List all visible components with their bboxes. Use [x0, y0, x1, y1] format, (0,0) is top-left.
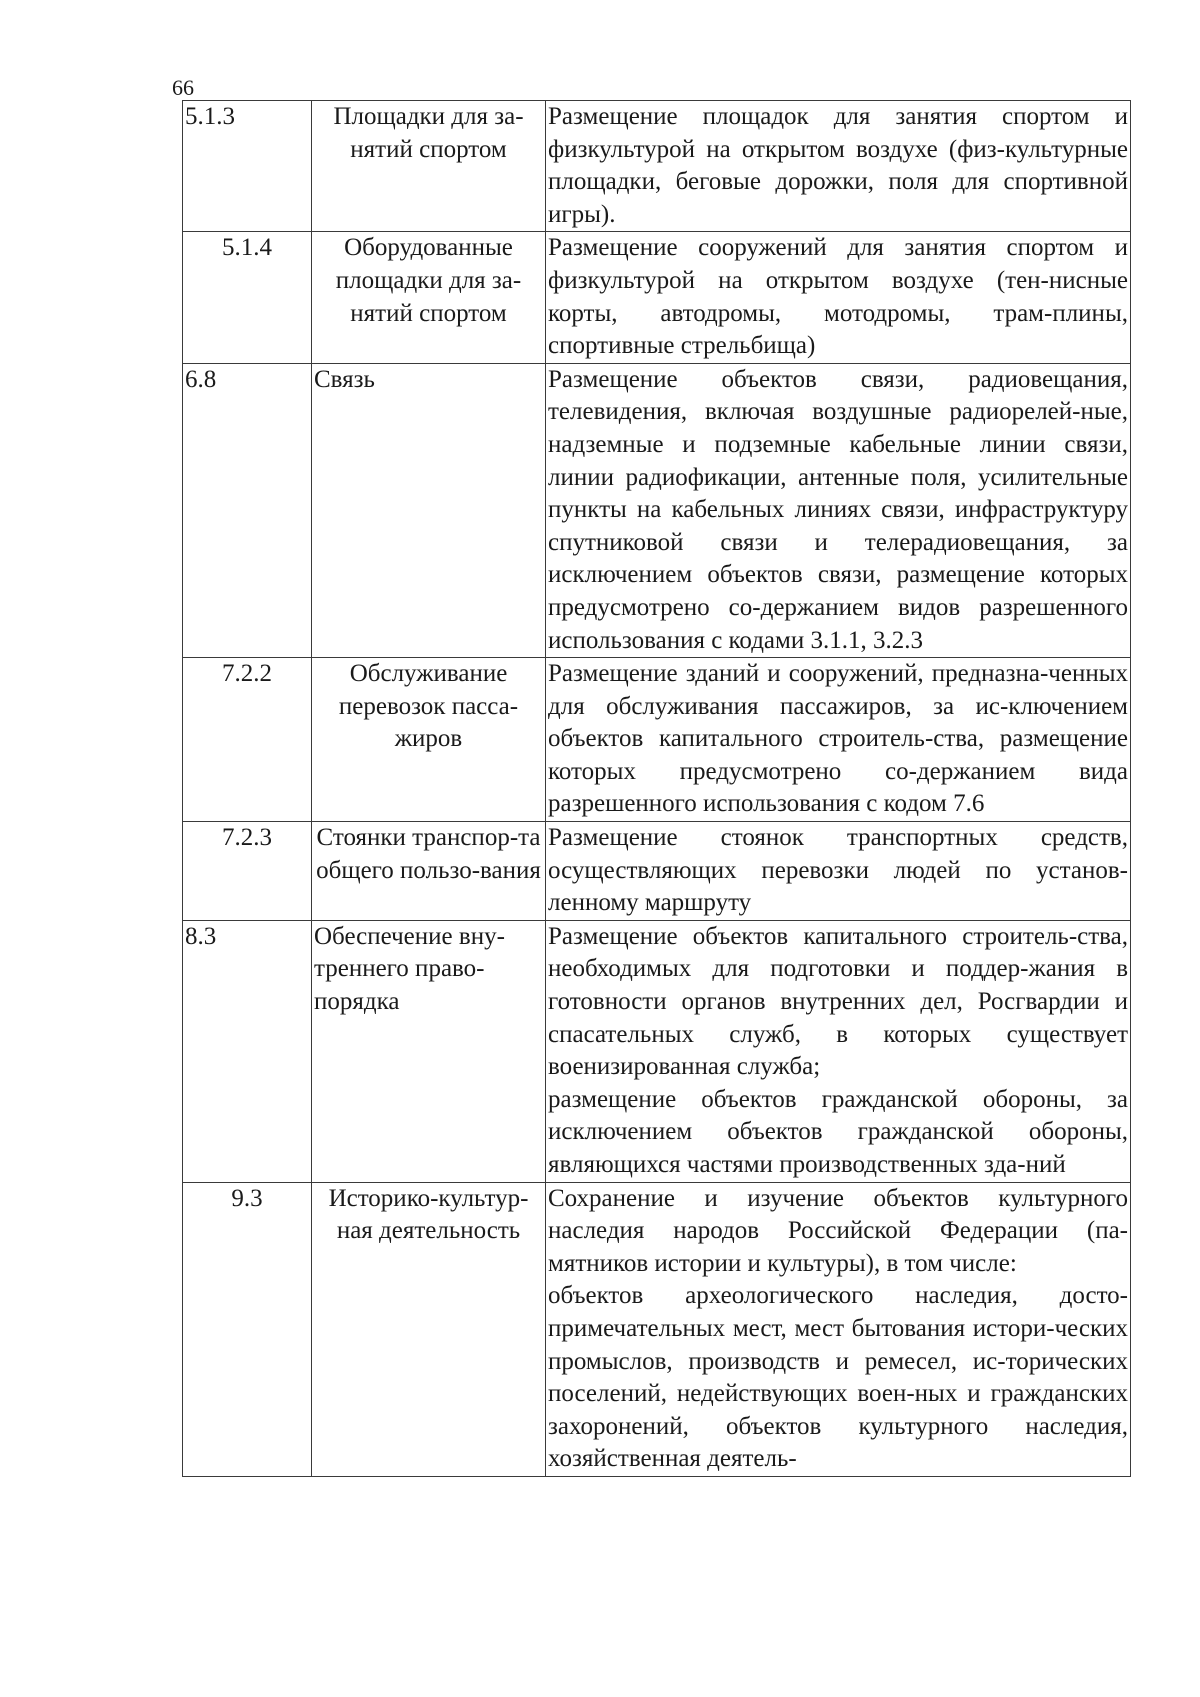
- description-paragraph: Размещение площадок для занятия спортом и физкультурой на открытом воздухе (физ-культурные площадки, беговые дорожки, поля для спортивной игры).: [548, 103, 1128, 228]
- land-use-code: 9.3: [183, 1182, 312, 1476]
- land-use-code: 8.3: [183, 920, 312, 1182]
- table-body: [183, 101, 1131, 1477]
- table-row: [183, 101, 1131, 232]
- page-number: 66: [172, 75, 194, 100]
- table-row: [183, 658, 1131, 822]
- land-use-code: 7.2.2: [183, 658, 312, 822]
- land-use-code: 5.1.4: [183, 232, 312, 363]
- description-paragraph: Сохранение и изучение объектов культурного наследия народов Российской Федерации (па-мятников истории и культуры), в том числе:: [548, 1184, 1128, 1277]
- land-use-name: Обеспечение вну-треннего право-порядка: [312, 920, 546, 1182]
- land-use-description: [546, 1182, 1131, 1476]
- description-paragraph: Размещение сооружений для занятия спортом и физкультурой на открытом воздухе (тен-нисные корты, автодромы, мотодромы, трам-плины, спортивные стрельбища): [548, 234, 1128, 360]
- land-use-code: 7.2.3: [183, 822, 312, 921]
- land-use-name: Обслуживание перевозок пасса-жиров: [312, 658, 546, 822]
- description-paragraph: Размещение объектов капитального строитель-ства, необходимых для подготовки и поддер-жания в готовности органов внутренних дел, Росгвардии и спасательных служб, в которых существует военизированная служба;: [548, 922, 1128, 1081]
- land-use-name: Площадки для за-нятий спортом: [312, 101, 546, 232]
- table-row: [183, 363, 1131, 657]
- table-row: [183, 822, 1131, 921]
- description-paragraph: Размещение зданий и сооружений, предназна-ченных для обслуживания пассажиров, за ис-ключением объектов капитального строитель-ства, размещение которых предусмотрено со-держанием вида разрешенного использования с кодом 7.6: [548, 660, 1128, 818]
- description-paragraph: размещение объектов гражданской обороны, за исключением объектов гражданской обороны, являющихся частями производственных зда-ний: [548, 1085, 1128, 1178]
- land-use-description: [546, 363, 1131, 657]
- description-paragraph: Размещение объектов связи, радиовещания, телевидения, включая воздушные радиорелей-ные, надземные и подземные кабельные линии связи, линии радиофикации, антенные поля, усилительные пункты на кабельных линиях связи, инфраструктуру спутниковой связи и телерадиовещания, за исключением объектов связи, размещение которых предусмотрено со-держанием видов разрешенного использования с кодами 3.1.1, 3.2.3: [548, 365, 1128, 654]
- land-use-table: [182, 100, 1131, 1477]
- land-use-name: Связь: [312, 363, 546, 657]
- table-row: [183, 920, 1131, 1182]
- description-paragraph: Размещение стоянок транспортных средств, осуществляющих перевозки людей по установ-ленному маршруту: [548, 824, 1128, 917]
- land-use-name: Оборудованные площадки для за-нятий спортом: [312, 232, 546, 363]
- land-use-code: 5.1.3: [183, 101, 312, 232]
- land-use-description: [546, 658, 1131, 822]
- land-use-name: Историко-культур-ная деятельность: [312, 1182, 546, 1476]
- land-use-code: 6.8: [183, 363, 312, 657]
- description-paragraph: объектов археологического наследия, досто-примечательных мест, мест бытования истори-ческих промыслов, производств и ремесел, ис-торических поселений, недействующих воен-ных и гражданских захоронений, объектов культурного наследия, хозяйственная деятель-: [548, 1282, 1128, 1473]
- land-use-description: [546, 232, 1131, 363]
- land-use-description: [546, 920, 1131, 1182]
- land-use-description: [546, 101, 1131, 232]
- land-use-name: Стоянки транспор-та общего пользо-вания: [312, 822, 546, 921]
- land-use-description: [546, 822, 1131, 921]
- table-row: [183, 1182, 1131, 1476]
- table-row: [183, 232, 1131, 363]
